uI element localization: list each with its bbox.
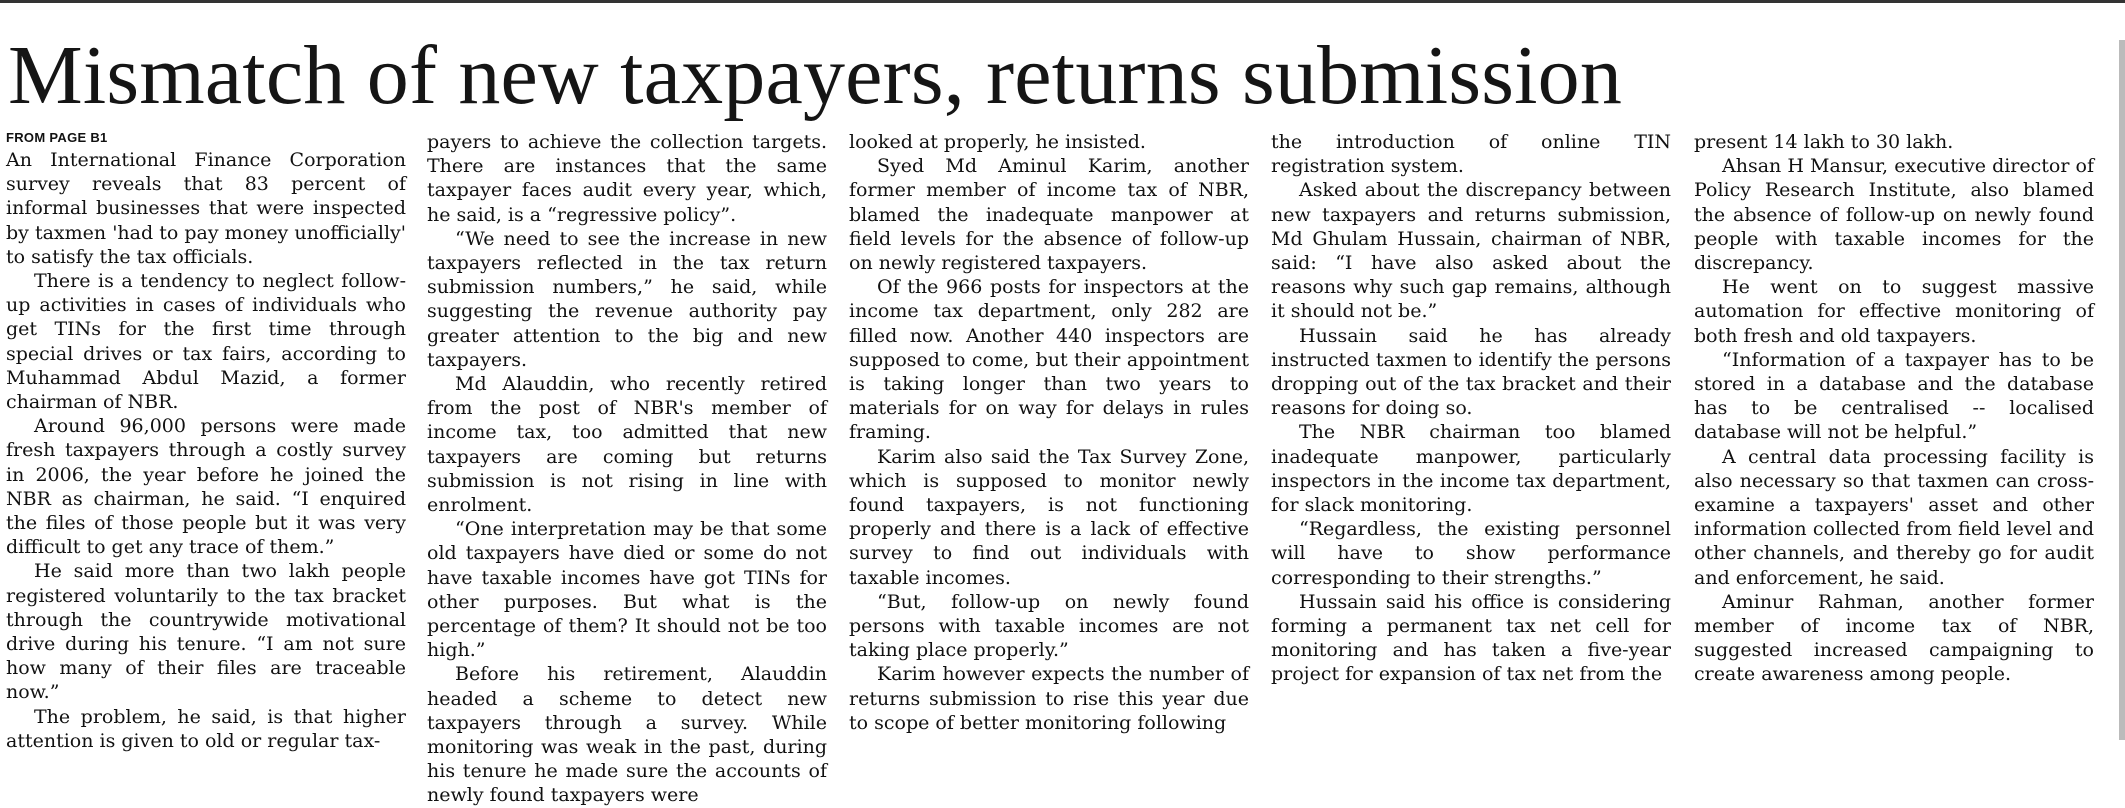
paragraph: “One interpretation may be that some old taxpayers have died or some do not have taxable incomes have got TINs for other purposes. But what is the percentage of them? It should not be too high.” xyxy=(427,518,827,662)
paragraph: looked at properly, he insisted. xyxy=(849,131,1146,153)
paragraph: payers to achieve the collection targets. There are instances that the same taxpayer faces audit every year, which, he said, is a “regressive policy”. xyxy=(427,131,827,226)
article-column-4 xyxy=(1271,130,1671,740)
paragraph: Ahsan H Mansur, executive director of Policy Research Institute, also blamed the absence of follow-up on newly found people with taxable incomes for the discrepancy. xyxy=(1694,155,2094,275)
paragraph: Hussain said his office is considering forming a permanent tax net cell for monitoring and has taken a five-year project for expansion of tax net from the xyxy=(1271,590,1671,686)
paragraph: Karim however expects the number of returns submission to rise this year due to scope of better monitoring following xyxy=(849,663,1249,734)
paragraph: present 14 lakh to 30 lakh. xyxy=(1694,131,1954,153)
paragraph: He said more than two lakh people registered voluntarily to the tax bracket through the countrywide motivational drive during his tenure. “I am not sure how many of their files are traceable now.” xyxy=(6,560,406,704)
page-edge-mark xyxy=(2119,40,2125,740)
paragraph: the introduction of online TIN registration system. xyxy=(1271,131,1671,178)
paragraph: Md Alauddin, who recently retired from the post of NBR's member of income tax, too admitted that new taxpayers are coming but returns submission is not rising in line with enrolment. xyxy=(427,373,827,517)
paragraph: “Information of a taxpayer has to be stored in a database and the database has to be centralised -- localised database will not be helpful.” xyxy=(1694,348,2094,444)
article-column-2 xyxy=(427,130,827,807)
paragraph: Syed Md Aminul Karim, another former member of income tax of NBR, blamed the inadequate manpower at field levels for the absence of follow-up on newly registered taxpayers. xyxy=(849,155,1249,275)
paragraph: The NBR chairman too blamed inadequate manpower, particularly inspectors in the income tax department, for slack monitoring. xyxy=(1271,421,1671,517)
paragraph: Of the 966 posts for inspectors at the income tax department, only 282 are filled now. Another 440 inspectors are supposed to come, but their appointment is taking longer than two years to materials for on way for delays in rules framing. xyxy=(849,276,1249,444)
paragraph: An International Finance Corporation survey reveals that 83 percent of informal businesses that were inspected by taxmen 'had to pay money unofficially' to satisfy the tax officials. xyxy=(6,149,406,268)
headline: Mismatch of new taxpayers, returns submission xyxy=(8,29,1623,122)
paragraph: He went on to suggest massive automation for effective monitoring of both fresh and old taxpayers. xyxy=(1694,276,2094,347)
kicker: FROM PAGE B1 xyxy=(6,130,108,145)
paragraph: Around 96,000 persons were made fresh taxpayers through a costly survey in 2006, the year before he joined the NBR as chairman, he said. “I enquired the files of those people but it was very difficult to get any trace of them.” xyxy=(6,415,406,559)
paragraph: “But, follow-up on newly found persons with taxable incomes are not taking place properly.” xyxy=(849,590,1249,662)
article-column-5 xyxy=(1694,130,2094,740)
paragraph: Aminur Rahman, another former member of income tax of NBR, suggested increased campaigning to create awareness among people. xyxy=(1694,590,2094,686)
paragraph: Karim also said the Tax Survey Zone, which is supposed to monitor newly found taxpayers, is not functioning properly and there is a lack of effective survey to find out individuals with taxable incomes. xyxy=(849,445,1249,589)
paragraph: The problem, he said, is that higher attention is given to old or regular tax- xyxy=(6,705,406,752)
paragraph: A central data processing facility is also necessary so that taxmen can cross-examine a taxpayers' asset and other information collected from field level and other channels, and thereby go for audit and enforcement, he said. xyxy=(1694,445,2094,589)
article-column-3 xyxy=(849,130,1249,740)
paragraph: Hussain said he has already instructed taxmen to identify the persons dropping out of the tax bracket and their reasons for doing so. xyxy=(1271,324,1671,420)
paragraph: There is a tendency to neglect follow-up activities in cases of individuals who get TINs for the first time through special drives or tax fairs, according to Muhammad Abdul Mazid, a former chairman of NBR. xyxy=(6,270,406,414)
top-rule xyxy=(0,0,2125,3)
article-column-1 xyxy=(6,130,406,752)
paragraph: Before his retirement, Alauddin headed a scheme to detect new taxpayers through a survey. While monitoring was weak in the past, during his tenure he made sure the accounts of newly found taxpayers were xyxy=(427,663,827,807)
paragraph: Asked about the discrepancy between new taxpayers and returns submission, Md Ghulam Hussain, chairman of NBR, said: “I have also asked about the reasons why such gap remains, although it should not be.” xyxy=(1271,179,1671,323)
paragraph: “We need to see the increase in new taxpayers reflected in the tax return submission numbers,” he said, while suggesting the revenue authority pay greater attention to the big and new taxpayers. xyxy=(427,227,827,371)
paragraph: “Regardless, the existing personnel will have to show performance corresponding to their strengths.” xyxy=(1271,518,1671,589)
